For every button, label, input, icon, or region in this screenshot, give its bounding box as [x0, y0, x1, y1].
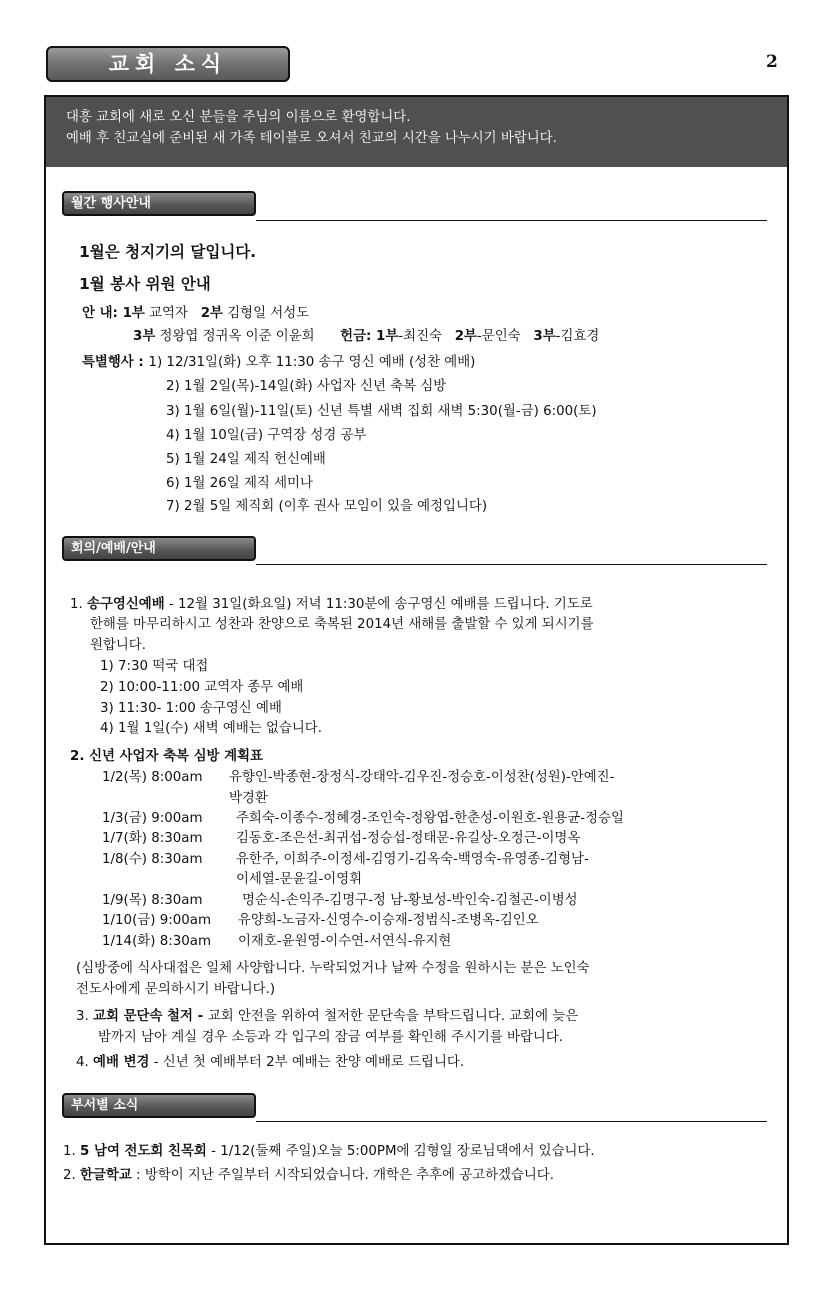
page-title: 교회 소식 — [108, 52, 228, 76]
schedule-names: 유한주, 이희주-이정세-김영기-김옥숙-백영숙-유영종-김형남- — [236, 852, 589, 867]
section-departments-rule — [256, 1121, 767, 1122]
notice-4-text: - 신년 첫 예배부터 2부 예배는 찬양 예배로 드립니다. — [149, 1055, 465, 1070]
notice-4-number: 4. — [76, 1055, 94, 1070]
schedule-date: 1/2(목) 8:00am — [102, 770, 203, 785]
section-monthly-heading — [62, 191, 256, 216]
department-2-title: 한글학교 — [80, 1168, 132, 1183]
special-event: 4) 1월 10일(금) 구역장 성경 공부 — [166, 428, 367, 443]
section-monthly-label: 월간 행사안내 — [71, 196, 151, 211]
page-number: 2 — [766, 52, 778, 72]
volunteers-title: 1월 봉사 위원 안내 — [79, 275, 211, 293]
special-event: 6) 1월 26일 제직 세미나 — [166, 476, 313, 491]
department-item-1 — [63, 1142, 595, 1162]
usher-p1-label: 1부 — [122, 306, 145, 321]
usher-p3-label: 3부 — [133, 329, 156, 344]
notice-1-line-2: 한해를 마무리하시고 성찬과 찬양으로 축복된 2014년 새해를 출발할 수 있게 되시기를 — [90, 617, 594, 632]
welcome-line-1: 대흥 교회에 새로 오신 분들을 주님의 이름으로 환영합니다. — [66, 110, 411, 125]
special-event: 7) 2월 5일 제직회 (이후 권사 모임이 있을 예정입니다) — [166, 499, 488, 514]
schedule-names: 주희숙-이종수-정혜경-조인숙-정왕엽-한춘성-이원호-원용균-정승일 — [236, 811, 624, 826]
schedule-names: 박경환 — [229, 791, 268, 806]
special-event: 5) 1월 24일 제직 헌신예배 — [166, 452, 326, 467]
schedule-names: 김동호-조은선-최귀섭-정승섭-정태문-유길상-오정근-이명옥 — [236, 831, 581, 846]
notice-1-sub: 4) 1월 1일(수) 새벽 예배는 없습니다. — [100, 721, 322, 736]
section-monthly-rule — [256, 220, 767, 221]
notice-4 — [76, 1053, 464, 1073]
notice-1-sub: 1) 7:30 떡국 대접 — [100, 659, 209, 674]
schedule-names: 이세열-문윤길-이영휘 — [236, 872, 363, 887]
department-item-2 — [63, 1166, 554, 1186]
notice-3-line-1 — [76, 1007, 578, 1027]
offering-p2-label: 2부 — [454, 329, 477, 344]
offering-p1-label: 1부 — [376, 329, 399, 344]
notice-3-line-2: 밤까지 남아 계실 경우 소등과 각 입구의 잠금 여부를 확인해 주시기를 바랍니다. — [98, 1030, 564, 1045]
usher-p2-label: 2부 — [200, 306, 223, 321]
schedule-names: 명순식-손익주-김명구-정 남-황보성-박인숙-김철곤-이병성 — [242, 893, 578, 908]
notice-1-sub: 3) 11:30- 1:00 송구영신 예배 — [100, 701, 282, 716]
visit-note-line-1: (심방중에 식사대접은 일체 사양합니다. 누락되었거나 날짜 수정을 원하시는 분은 노인숙 — [76, 961, 590, 976]
notice-3-title: 교회 문단속 철저 - — [93, 1009, 208, 1024]
schedule-date: 1/7(화) 8:30am — [102, 831, 203, 846]
usher-p2-names: 김형일 서성도 — [227, 306, 310, 321]
offering-p1-name: -최진숙 — [398, 329, 442, 344]
schedule-date: 1/3(금) 9:00am — [102, 811, 203, 826]
section-meetings-rule — [256, 564, 767, 565]
schedule-names: 이재호-윤원영-이수연-서연식-유지현 — [238, 934, 452, 949]
usher-p1-names: 교역자 — [149, 306, 188, 321]
notice-1-title: 송구영신예배 — [87, 597, 165, 612]
offering-p2-name: -문인숙 — [476, 329, 521, 344]
section-meetings-label: 회의/예배/안내 — [71, 541, 156, 556]
special-label: 특별행사 : — [82, 355, 149, 370]
department-1-number: 1. — [63, 1144, 81, 1159]
department-1-title: 5 남여 전도회 친목회 — [80, 1144, 207, 1159]
welcome-line-2: 예배 후 친교실에 준비된 새 가족 테이블로 오셔서 친교의 시간을 나누시기 바랍니다. — [66, 131, 557, 146]
schedule-date: 1/10(금) 9:00am — [102, 913, 212, 928]
special-events-label — [82, 353, 475, 373]
usher-row-1 — [82, 304, 309, 324]
offering-label: 헌금: — [340, 329, 377, 344]
notice-1-line-3: 원합니다. — [90, 638, 146, 653]
department-1-text: - 1/12(둘째 주일)오늘 5:00PM에 김형일 장로님댁에서 있습니다. — [206, 1144, 595, 1159]
offering-p3-label: 3부 — [533, 329, 556, 344]
section-meetings-heading — [62, 536, 256, 561]
usher-row-2 — [133, 327, 599, 347]
notice-1-number: 1. — [70, 597, 88, 612]
special-event: 2) 1월 2일(목)-14일(화) 사업자 신년 축복 심방 — [166, 379, 447, 394]
notice-4-title: 예배 변경 — [93, 1055, 150, 1070]
schedule-date: 1/8(수) 8:30am — [102, 852, 203, 867]
month-theme: 1월은 청지기의 달입니다. — [79, 243, 257, 261]
notice-1-text-a: - 12월 31일(화요일) 저녁 11:30분에 송구영신 예배를 드립니다. 기도로 — [164, 597, 593, 612]
special-event: 1) 12/31일(화) 오후 11:30 송구 영신 예배 (성찬 예배) — [148, 355, 476, 370]
offering-p3-name: -김효경 — [555, 329, 600, 344]
department-2-text: : 방학이 지난 주일부터 시작되었습니다. 개학은 추후에 공고하겠습니다. — [131, 1168, 554, 1183]
schedule-date: 1/9(목) 8:30am — [102, 893, 203, 908]
usher-p3-names: 정왕엽 정귀옥 이준 이윤희 — [159, 329, 315, 344]
notice-1-line-1 — [70, 595, 593, 615]
special-event: 3) 1월 6일(월)-11일(토) 신년 특별 새벽 집회 새벽 5:30(월-금) 6:00(토) — [166, 404, 597, 419]
welcome-banner — [46, 97, 787, 167]
notice-1-sub: 2) 10:00-11:00 교역자 종무 예배 — [100, 680, 304, 695]
page-title-box — [46, 46, 290, 82]
schedule-names: 유향인-박종현-장정식-강태악-김우진-정승호-이성찬(성원)-안예진- — [229, 770, 615, 785]
section-departments-label: 부서별 소식 — [71, 1098, 139, 1113]
notice-3-number: 3. — [76, 1009, 94, 1024]
usher-label: 안 내: — [82, 306, 123, 321]
visit-note-line-2: 전도사에게 문의하시기 바랍니다.) — [76, 982, 276, 997]
notice-3-text-a: 교회 안전을 위하여 철저한 문단속을 부탁드립니다. 교회에 늦은 — [207, 1009, 579, 1024]
schedule-date: 1/14(화) 8:30am — [102, 934, 212, 949]
notice-2-title: 2. 신년 사업자 축복 심방 계획표 — [70, 749, 263, 764]
section-departments-heading — [62, 1093, 256, 1118]
department-2-number: 2. — [63, 1168, 81, 1183]
schedule-names: 유양희-노금자-신영수-이승재-정범식-조병옥-김인오 — [238, 913, 539, 928]
bulletin-frame — [44, 95, 789, 1245]
